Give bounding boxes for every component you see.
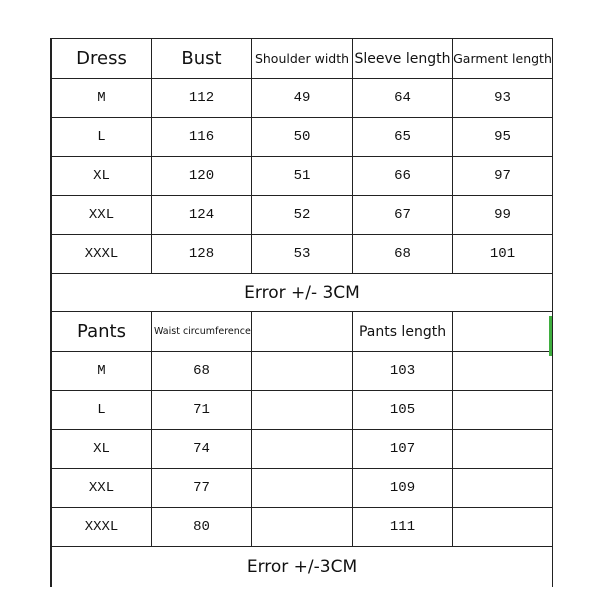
empty-cell <box>453 430 553 469</box>
table-row <box>52 391 553 430</box>
shoulder-cell: 50 <box>252 118 353 157</box>
table-row <box>52 430 553 469</box>
waist-cell: 68 <box>152 352 252 391</box>
table-row <box>52 118 553 157</box>
sleeve-cell: 68 <box>353 235 453 274</box>
empty-cell <box>252 508 353 547</box>
shoulder-cell: 52 <box>252 196 353 235</box>
waist-cell: 74 <box>152 430 252 469</box>
size-chart-sheet <box>50 38 553 587</box>
empty-cell <box>252 352 353 391</box>
pants-header-row <box>52 312 553 352</box>
shoulder-width-header-cell: Shoulder width <box>252 39 353 79</box>
size-cell: L <box>52 118 152 157</box>
size-cell: XXXL <box>52 508 152 547</box>
pants-length-cell: 103 <box>353 352 453 391</box>
size-chart-table <box>51 38 553 587</box>
size-cell: XL <box>52 430 152 469</box>
waist-cell: 71 <box>152 391 252 430</box>
waist-cell: 80 <box>152 508 252 547</box>
dress-note-row <box>52 274 553 312</box>
empty-cell <box>252 391 353 430</box>
waist-header-cell: Waist circumference <box>152 312 252 352</box>
empty-cell <box>453 508 553 547</box>
shoulder-cell: 53 <box>252 235 353 274</box>
pants-header-cell: Pants <box>52 312 152 352</box>
bust-cell: 116 <box>152 118 252 157</box>
table-row <box>52 79 553 118</box>
empty-cell <box>453 391 553 430</box>
table-row <box>52 196 553 235</box>
table-row <box>52 235 553 274</box>
garment-cell: 93 <box>453 79 553 118</box>
garment-length-header-cell: Garment length <box>453 39 553 79</box>
size-cell: M <box>52 352 152 391</box>
empty-cell <box>252 469 353 508</box>
size-cell: XL <box>52 157 152 196</box>
size-cell: L <box>52 391 152 430</box>
table-row <box>52 508 553 547</box>
pants-length-cell: 105 <box>353 391 453 430</box>
empty-header-cell <box>252 312 353 352</box>
table-row <box>52 157 553 196</box>
pants-length-header-cell: Pants length <box>353 312 453 352</box>
size-cell: XXL <box>52 196 152 235</box>
garment-cell: 97 <box>453 157 553 196</box>
empty-cell <box>453 469 553 508</box>
pants-error-note: Error +/-3CM <box>52 547 553 588</box>
size-cell: M <box>52 79 152 118</box>
pants-note-row <box>52 547 553 588</box>
waist-cell: 77 <box>152 469 252 508</box>
sleeve-length-header-cell: Sleeve length <box>353 39 453 79</box>
dress-header-cell: Dress <box>52 39 152 79</box>
pants-length-cell: 109 <box>353 469 453 508</box>
sleeve-cell: 64 <box>353 79 453 118</box>
dress-header-row <box>52 39 553 79</box>
dress-error-note: Error +/- 3CM <box>52 274 553 312</box>
size-cell: XXXL <box>52 235 152 274</box>
garment-cell: 99 <box>453 196 553 235</box>
bust-cell: 124 <box>152 196 252 235</box>
pants-length-cell: 107 <box>353 430 453 469</box>
empty-cell <box>252 430 353 469</box>
bust-cell: 128 <box>152 235 252 274</box>
bust-cell: 112 <box>152 79 252 118</box>
bust-cell: 120 <box>152 157 252 196</box>
empty-header-cell <box>453 312 553 352</box>
garment-cell: 101 <box>453 235 553 274</box>
shoulder-cell: 51 <box>252 157 353 196</box>
table-row <box>52 352 553 391</box>
sleeve-cell: 67 <box>353 196 453 235</box>
garment-cell: 95 <box>453 118 553 157</box>
pants-length-cell: 111 <box>353 508 453 547</box>
green-edge-marker <box>549 316 552 356</box>
sleeve-cell: 65 <box>353 118 453 157</box>
empty-cell <box>453 352 553 391</box>
table-row <box>52 469 553 508</box>
size-cell: XXL <box>52 469 152 508</box>
sleeve-cell: 66 <box>353 157 453 196</box>
bust-header-cell: Bust <box>152 39 252 79</box>
shoulder-cell: 49 <box>252 79 353 118</box>
